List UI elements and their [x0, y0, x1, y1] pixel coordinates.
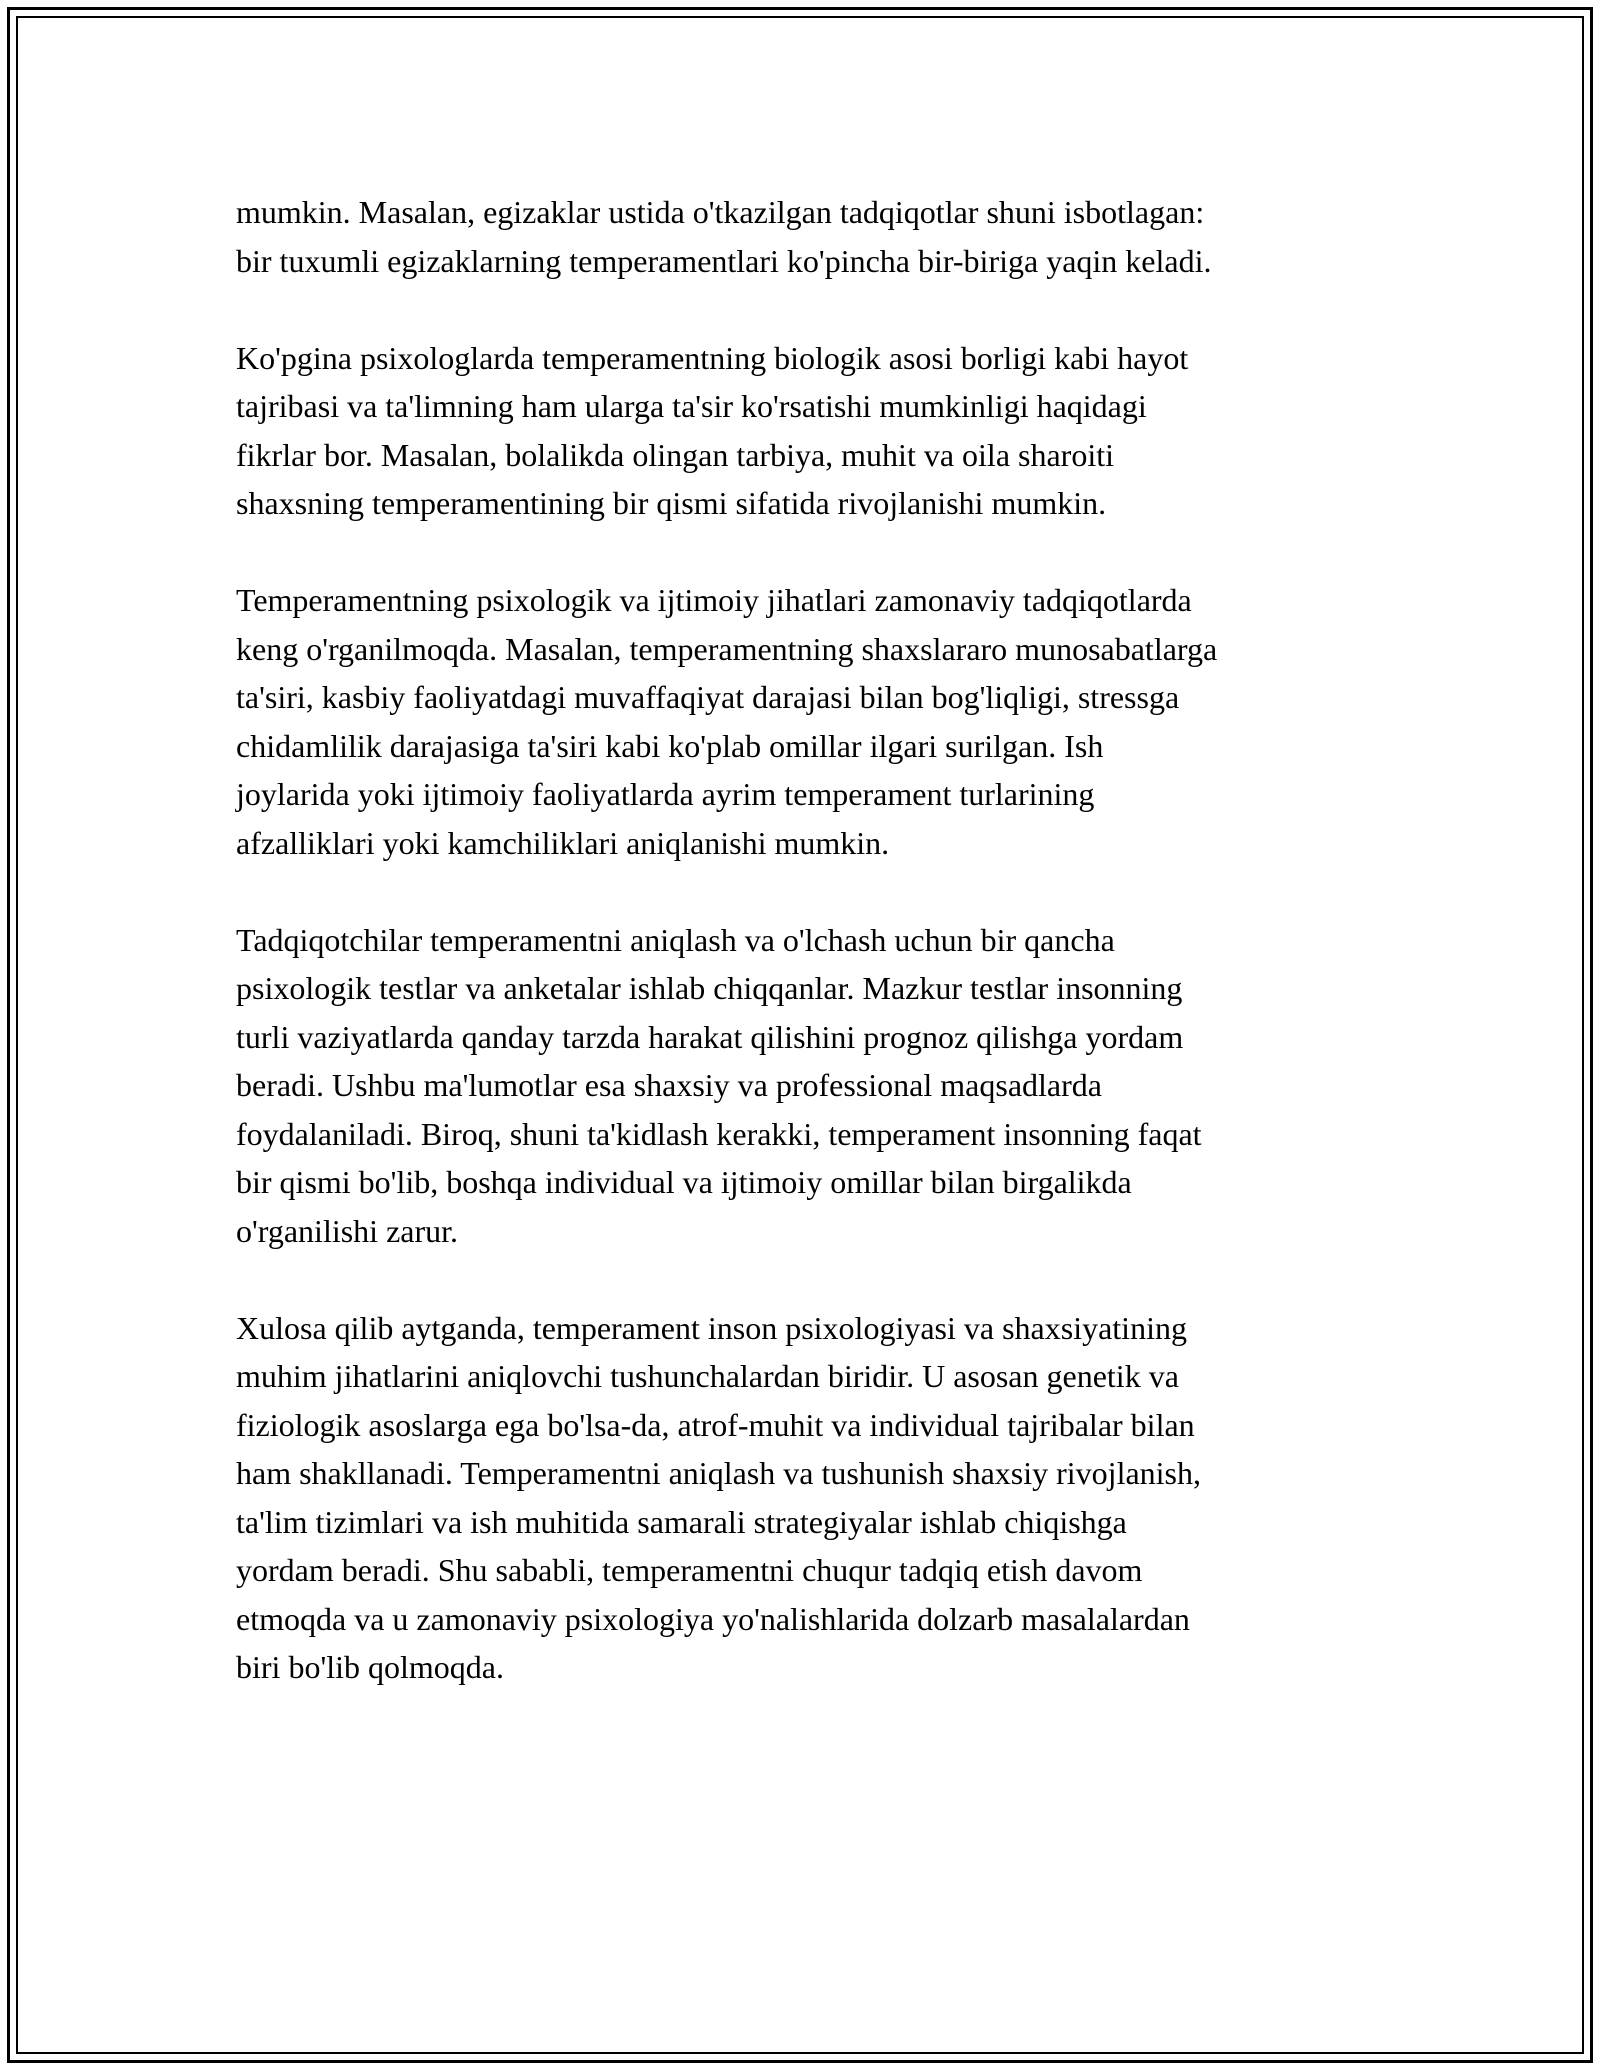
paragraph-1: mumkin. Masalan, egizaklar ustida o'tkazilgan tadqiqotlar shuni isbotlagan: bir tuxumli egizaklarning temperamentlari ko'pincha bir-biriga yaqin keladi.: [236, 194, 1212, 279]
paragraph-3: Temperamentning psixologik va ijtimoiy jihatlari zamonaviy tadqiqotlarda keng o'rganilmoqda. Masalan, temperamentning shaxslararo munosabatlarga ta'siri, kasbiy faoliyatdagi muvaffaqiyat darajasi bilan bog'liqligi, stressga chidamlilik darajasiga ta'siri kabi ko'plab omillar ilgari surilgan. Ish joylarida yoki ijtimoiy faoliyatlarda ayrim temperament turlarining afzalliklari yoki kamchiliklari aniqlanishi mumkin.: [236, 582, 1218, 861]
paragraph-5: Xulosa qilib aytganda, temperament inson psixologiyasi va shaxsiyatining muhim jihatlarini aniqlovchi tushunchalardan biridir. U asosan genetik va fiziologik asoslarga ega bo'lsa-da, atrof-muhit va individual tajribalar bilan ham shakllanadi. Temperamentni aniqlash va tushunish shaxsiy rivojlanish, ta'lim tizimlari va ish muhitida samarali strategiyalar ishlab chiqishga yordam beradi. Shu sababli, temperamentni chuqur tadqiq etish davom etmoqda va u zamonaviy psixologiya yo'nalishlarida dolzarb masalalardan biri bo'lib qolmoqda.: [236, 1309, 1201, 1685]
paragraph-4: Tadqiqotchilar temperamentni aniqlash va o'lchash uchun bir qancha psixologik testlar va anketalar ishlab chiqqanlar. Mazkur testlar insonning turli vaziyatlarda qanday tarzda harakat qilishini prognoz qilishga yordam beradi. Ushbu ma'lumotlar esa shaxsiy va professional maqsadlarda foydalaniladi. Biroq, shuni ta'kidlash kerakki, temperament insonning faqat bir qismi bo'lib, boshqa individual va ijtimoiy omillar bilan birgalikda o'rganilishi zarur.: [236, 921, 1202, 1249]
document-body: [236, 188, 1376, 1740]
paragraph-2: Ko'pgina psixologlarda temperamentning biologik asosi borligi kabi hayot tajribasi va ta'limning ham ularga ta'sir ko'rsatishi mumkinligi haqidagi fikrlar bor. Masalan, bolalikda olingan tarbiya, muhit va oila sharoiti shaxsning temperamentining bir qismi sifatida rivojlanishi mumkin.: [236, 339, 1189, 521]
